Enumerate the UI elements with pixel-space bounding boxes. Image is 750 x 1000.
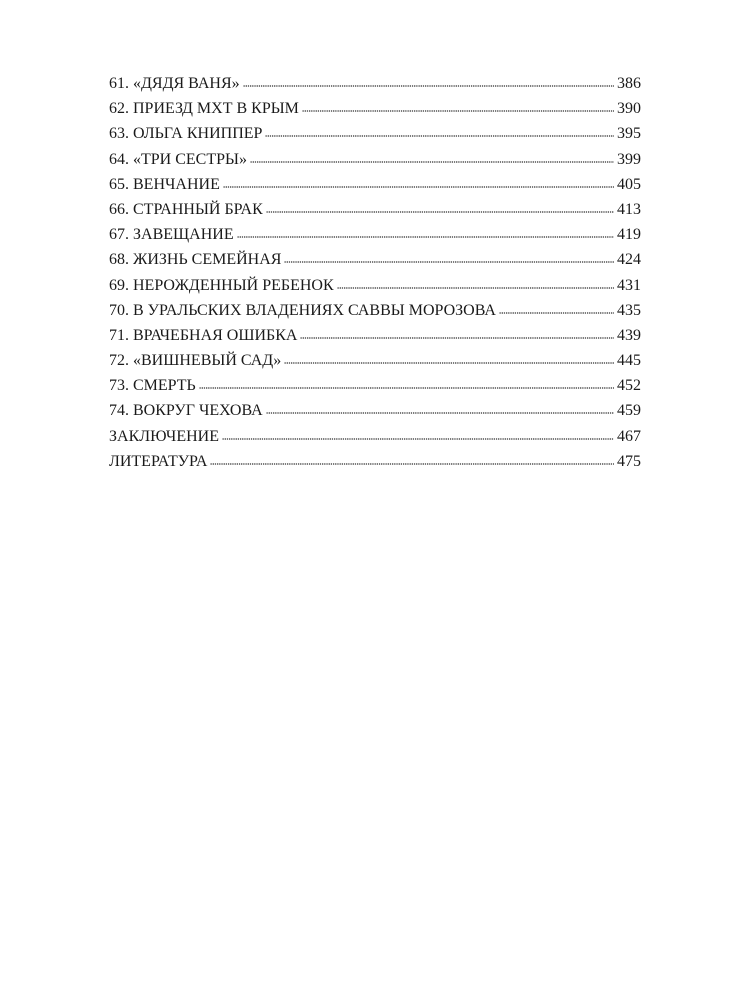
toc-entry-title: 62. ПРИЕЗД МХТ В КРЫМ [109,100,299,118]
dot-leader [250,161,614,163]
toc-entry [109,449,641,474]
toc-entry-title: 61. «ДЯДЯ ВАНЯ» [109,75,240,92]
toc-entry-page-number: 413 [617,200,641,218]
toc-entry [109,172,641,197]
toc-entry-page-number: 419 [617,226,641,244]
toc-entry [109,398,641,423]
toc-entry-page-number: 386 [617,75,641,92]
toc-entry [109,273,641,298]
dot-leader [499,312,614,314]
toc-entry-title: 65. ВЕНЧАНИЕ [109,175,220,193]
dot-leader [243,85,614,87]
toc-entry-page-number: 459 [617,402,641,420]
dot-leader [266,412,614,414]
dot-leader [199,387,614,389]
toc-entry [109,373,641,398]
toc-entry [109,323,641,348]
toc-entry-title: 67. ЗАВЕЩАНИЕ [109,226,234,244]
toc-entry-title: 63. ОЛЬГА КНИППЕР [109,125,263,143]
toc-entry [109,197,641,222]
toc-entry-page-number: 424 [617,251,641,269]
toc-entry-page-number: 405 [617,175,641,193]
toc-entry-title: 71. ВРАЧЕБНАЯ ОШИБКА [109,326,298,344]
toc-entry-page-number: 475 [617,452,641,470]
toc-entry-page-number: 390 [617,100,641,118]
toc-entry-title: 74. ВОКРУГ ЧЕХОВА [109,402,263,420]
dot-leader [284,261,614,263]
toc-entry [109,247,641,272]
toc-entry-title: 72. «ВИШНЕВЫЙ САД» [109,352,282,370]
toc-entry [109,147,641,172]
toc-entry [109,222,641,247]
dot-leader [337,287,614,289]
toc-entry-title: 70. В УРАЛЬСКИХ ВЛАДЕНИЯХ САВВЫ МОРОЗОВА [109,301,496,319]
dot-leader [222,438,614,440]
dot-leader [210,463,614,465]
toc-entry-title: 68. ЖИЗНЬ СЕМЕЙНАЯ [109,251,282,269]
toc-entry-page-number: 445 [617,352,641,370]
toc-entry-page-number: 399 [617,150,641,168]
toc-entry [109,424,641,449]
toc-entry-title: 66. СТРАННЫЙ БРАК [109,200,263,218]
dot-leader [265,135,614,137]
toc-entry [109,96,641,121]
toc-entry-page-number: 439 [617,326,641,344]
dot-leader [266,211,614,213]
toc-entry-page-number: 467 [617,427,641,445]
toc-entry [109,348,641,373]
toc-entry-title: 64. «ТРИ СЕСТРЫ» [109,150,247,168]
toc-entry-page-number: 452 [617,377,641,395]
toc-entry [109,298,641,323]
toc-entry-page-number: 435 [617,301,641,319]
toc-entry-page-number: 395 [617,125,641,143]
table-of-contents [109,71,641,474]
toc-entry-title: ЛИТЕРАТУРА [109,452,208,470]
dot-leader [223,186,614,188]
dot-leader [237,236,614,238]
dot-leader [300,337,614,339]
dot-leader [302,110,614,112]
toc-entry [109,71,641,96]
toc-entry-title: 69. НЕРОЖДЕННЫЙ РЕБЕНОК [109,276,334,294]
dot-leader [284,362,614,364]
toc-entry-title: 73. СМЕРТЬ [109,377,196,395]
toc-entry-title: ЗАКЛЮЧЕНИЕ [109,427,219,445]
toc-entry-page-number: 431 [617,276,641,294]
toc-entry [109,121,641,146]
